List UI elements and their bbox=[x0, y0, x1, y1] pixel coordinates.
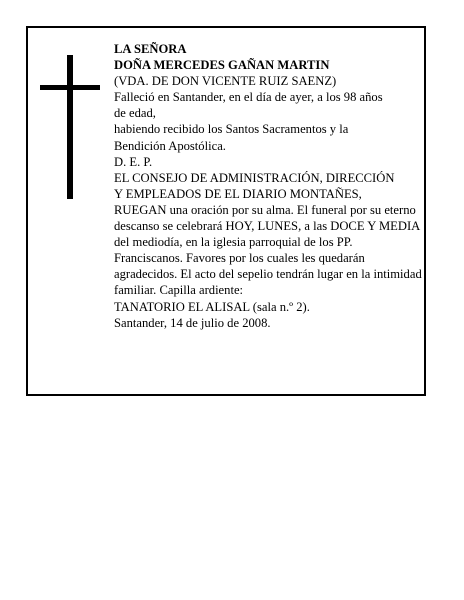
widow-line: (VDA. DE DON VICENTE RUIZ SAENZ) bbox=[114, 74, 337, 89]
cross-horizontal-bar bbox=[40, 85, 100, 90]
funeral-paragraph: RUEGAN una oración por su alma. El funeral por su eterno descanso se celebrará HOY, LUNES, a las DOCE Y MEDIA del mediodía, en la iglesia parroquial de los PP. Franciscanos. Favores por los cuales les quedarán agradecidos. El acto del sepelio tendrán lugar en la intimidad familiar. Capilla ardiente: bbox=[114, 202, 422, 298]
death-line-1: Falleció en Santander, en el día de ayer, a los 98 años bbox=[114, 90, 383, 105]
chapel-line: TANATORIO EL ALISAL (sala n.º 2). bbox=[114, 299, 310, 314]
cross-vertical-bar bbox=[67, 55, 73, 199]
dep-line: D. E. P. bbox=[114, 154, 153, 169]
deceased-name: DOÑA MERCEDES GAÑAN MARTIN bbox=[114, 58, 330, 73]
sacraments-line-1: habiendo recibido los Santos Sacramentos y la bbox=[114, 122, 349, 137]
council-line-2: Y EMPLEADOS DE EL DIARIO MONTAÑES, bbox=[114, 186, 362, 201]
sacraments-line-2: Bendición Apostólica. bbox=[114, 138, 226, 153]
latin-cross-icon bbox=[40, 55, 100, 199]
notice-text bbox=[114, 41, 422, 331]
death-line-2: de edad, bbox=[114, 106, 156, 121]
notice-title: LA SEÑORA bbox=[114, 42, 187, 56]
council-line-1: EL CONSEJO DE ADMINISTRACIÓN, DIRECCIÓN bbox=[114, 170, 395, 185]
obituary-notice bbox=[26, 26, 426, 396]
place-date: Santander, 14 de julio de 2008. bbox=[114, 315, 271, 330]
